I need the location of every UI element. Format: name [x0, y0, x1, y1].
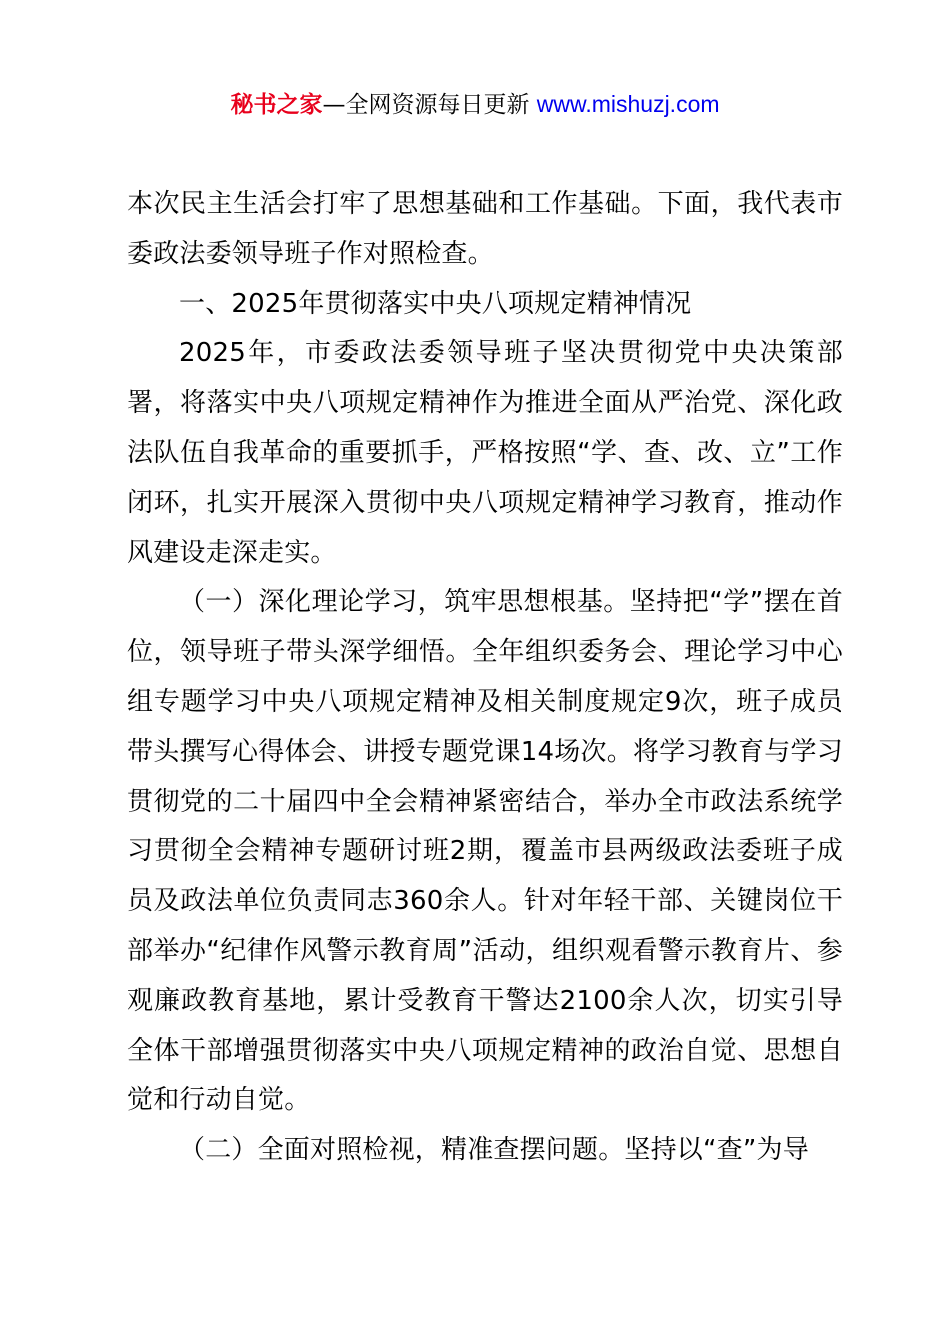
paragraph-study: （一）深化理论学习，筑牢思想根基。坚持把“学”摆在首位，领导班子带头深学细悟。全年组织委务会、理论学习中心组专题学习中央八项规定精神及相关制度规定9次，班子成员带头撰写心得体会、讲授专题党课14场次。将学习教育与学习贯彻党的二十届四中全会精神紧密结合，举办全市政法系统学习贯彻全会精神专题研讨班2期，覆盖市县两级政法委班子成员及政法单位负责同志360余人。针对年轻干部、关键岗位干部举办“纪律作风警示教育周”活动，组织观看警示教育片、参观廉政教育基地，累计受教育干警达2100余人次，切实引导全体干部增强贯彻落实中央八项规定精神的政治自觉、思想自觉和行动自觉。 — [127, 587, 843, 1116]
brand-name: 秘书之家 — [230, 92, 323, 118]
paragraph-inspection: （二）全面对照检视，精准查摆问题。坚持以“查”为导 — [179, 1135, 809, 1166]
site-header — [0, 86, 950, 123]
header-tagline: —全网资源每日更新 — [322, 92, 537, 118]
section-heading: 一、2025年贯彻落实中央八项规定精神情况 — [179, 288, 692, 319]
paragraph-intro: 本次民主生活会打牢了思想基础和工作基础。下面，我代表市委政法委领导班子作对照检查。 — [127, 189, 843, 269]
paragraph-overview: 2025年，市委政法委领导班子坚决贯彻党中央决策部署，将落实中央八项规定精神作为推进全面从严治党、深化政法队伍自我革命的重要抓手，严格按照“学、查、改、立”工作闭环，扎实开展深入贯彻中央八项规定精神学习教育，推动作风建设走深走实。 — [127, 338, 843, 568]
site-url-link[interactable]: www.mishuzj.com — [536, 91, 720, 117]
document-body — [127, 180, 843, 1176]
